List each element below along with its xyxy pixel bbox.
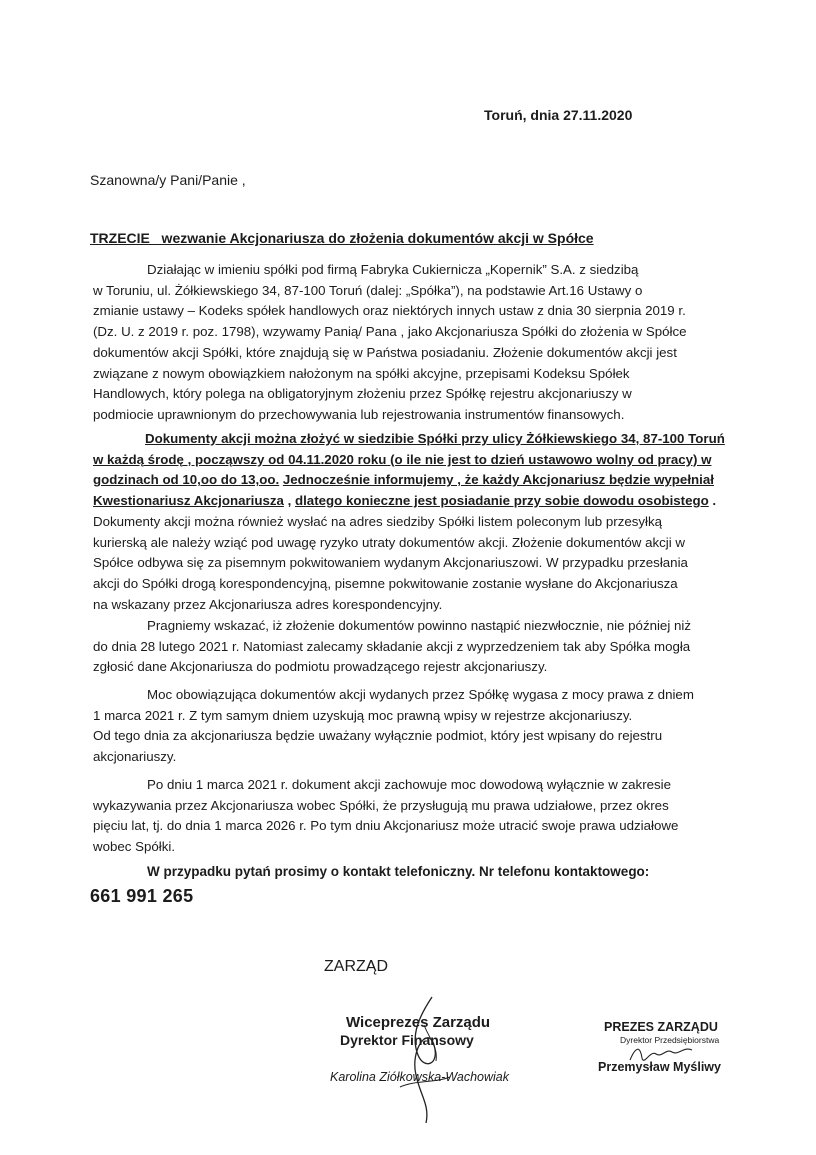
text-line: Dokumenty akcji można również wysłać na adres siedziby Spółki listem poleconym lub przesyłką bbox=[93, 513, 663, 529]
text-line: podmiocie uprawnionym do przechowywania lub rejestrowania instrumentów finansowych. bbox=[93, 406, 625, 422]
text-line: akcji do Spółki drogą korespondencyjną, pisemne pokwitowanie zostanie wysłane do Akcjonariusza bbox=[93, 575, 678, 591]
letter-subject: TRZECIE wezwanie Akcjonariusza do złożenia dokumentów akcji w Spółce bbox=[90, 230, 594, 246]
text-line: Po dniu 1 marca 2021 r. dokument akcji zachowuje moc dowodową wyłącznie w zakresie bbox=[147, 777, 672, 792]
text-line: Dokumenty akcji można złożyć w siedzibie Spółki przy ulicy Żółkiewskiego 34, 87-100 Toruń bbox=[145, 431, 725, 446]
text-line: związane z nowym obowiązkiem nałożonym na spółki akcyjne, przepisami Kodeksu Spółek bbox=[93, 365, 630, 381]
paragraph-submission-info bbox=[93, 429, 733, 615]
text-line: dokumentów akcji Spółki, które znajdują się w Państwa posiadaniu. Złożenie dokumentów akcji jest bbox=[93, 344, 677, 360]
stamp-title: Wiceprezes Zarządu bbox=[346, 1014, 491, 1031]
contact-note: W przypadku pytań prosimy o kontakt telefoniczny. Nr telefonu kontaktowego: bbox=[147, 864, 650, 879]
text-line: wobec Spółki. bbox=[93, 839, 176, 855]
contact-phone: 661 991 265 bbox=[90, 886, 194, 906]
paragraph-legal-basis bbox=[93, 260, 733, 426]
text-fragment: , bbox=[283, 493, 295, 509]
text-fragment: . bbox=[708, 493, 717, 509]
text-line: 1 marca 2021 r. Z tym samym dniem uzyskują moc prawną wpisy w rejestrze akcjonariuszy. bbox=[93, 707, 633, 723]
stamp-role: Dyrektor Finansowy bbox=[340, 1032, 474, 1048]
text-line: na wskazany przez Akcjonariusza adres korespondencyjny. bbox=[93, 596, 443, 612]
text-line: w każdą środę , począwszy od 04.11.2020 roku (o ile nie jest to dzień ustawowo wolny od pracy) w bbox=[93, 451, 712, 467]
paragraph-deadline bbox=[93, 616, 733, 678]
text-line: Pragniemy wskazać, iż złożenie dokumentów powinno nastąpić niezwłocznie, nie później niż bbox=[147, 618, 691, 633]
paragraph-evidential-value bbox=[93, 775, 733, 858]
text-line: pięciu lat, tj. do dnia 1 marca 2026 r. Po tym dniu Akcjonariusz może utracić swoje prawa udziałowe bbox=[93, 818, 679, 834]
text-line: w Toruniu, ul. Żółkiewskiego 34, 87-100 Toruń (dalej: „Spółka”), na podstawie Art.16 Ustawy o bbox=[93, 282, 643, 298]
text-line: do dnia 28 lutego 2021 r. Natomiast zalecamy składanie akcji z wyprzedzeniem tak aby Spółka mogła bbox=[93, 638, 691, 654]
text-line: Spółce odbywa się za pisemnym pokwitowaniem wydanym Akcjonariuszowi. W przypadku przesłania bbox=[93, 555, 688, 571]
board-heading: ZARZĄD bbox=[324, 958, 388, 975]
text-line: Moc obowiązująca dokumentów akcji wydanych przez Spółkę wygasa z mocy prawa z dniem bbox=[147, 687, 694, 702]
text-fragment: dlatego konieczne jest posiadanie przy sobie dowodu osobistego bbox=[294, 493, 709, 509]
text-line: Od tego dnia za akcjonariusza będzie uważany wyłącznie podmiot, który jest wpisany do rejestru bbox=[93, 728, 663, 744]
text-line bbox=[93, 470, 733, 491]
text-fragment: godzinach od 10,oo do 13,oo. bbox=[93, 472, 280, 488]
text-line: wykazywania przez Akcjonariusza wobec Spółki, że przysługują mu prawa udziałowe, przez okres bbox=[93, 797, 669, 813]
stamp-title: PREZES ZARZĄDU bbox=[604, 1020, 718, 1034]
text-line: (Dz. U. z 2019 r. poz. 1798), wzywamy Panią/ Pana , jako Akcjonariusza Spółki do złożenia w Spółce bbox=[93, 324, 687, 340]
stamp-role: Dyrektor Przedsiębiorstwa bbox=[620, 1035, 720, 1045]
letter-date: Toruń, dnia 27.11.2020 bbox=[484, 107, 633, 123]
text-line: zgłosić dane Akcjonariusza do podmiotu prowadzącego rejestr akcjonariuszy. bbox=[93, 659, 548, 675]
text-fragment: Jednocześnie informujemy , że każdy Akcjonariusz będzie wypełniał bbox=[282, 472, 714, 488]
text-line bbox=[93, 491, 733, 512]
stamp-name: Karolina Ziółkowska-Wachowiak bbox=[330, 1070, 510, 1084]
paragraph-expiry bbox=[93, 685, 733, 768]
text-fragment: Kwestionariusz Akcjonariusza bbox=[93, 493, 284, 509]
text-line: Handlowych, który polega na obligatoryjnym złożeniu przez Spółkę rejestru akcjonariuszy w bbox=[93, 386, 632, 402]
text-line: akcjonariuszy. bbox=[93, 749, 177, 765]
greeting: Szanowna/y Pani/Panie , bbox=[90, 172, 246, 188]
text-line: Działając w imieniu spółki pod firmą Fabryka Cukiernicza „Kopernik” S.A. z siedzibą bbox=[147, 262, 639, 277]
text-line: zmianie ustawy – Kodeks spółek handlowych oraz niektórych innych ustaw z dnia 30 sierpnia 2019 r. bbox=[93, 303, 686, 319]
stamp-name: Przemysław Myśliwy bbox=[598, 1060, 721, 1074]
text-line: kurierską ale należy wziąć pod uwagę ryzyko utraty dokumentów akcji. Złożenie dokumentów akcji w bbox=[93, 534, 685, 550]
